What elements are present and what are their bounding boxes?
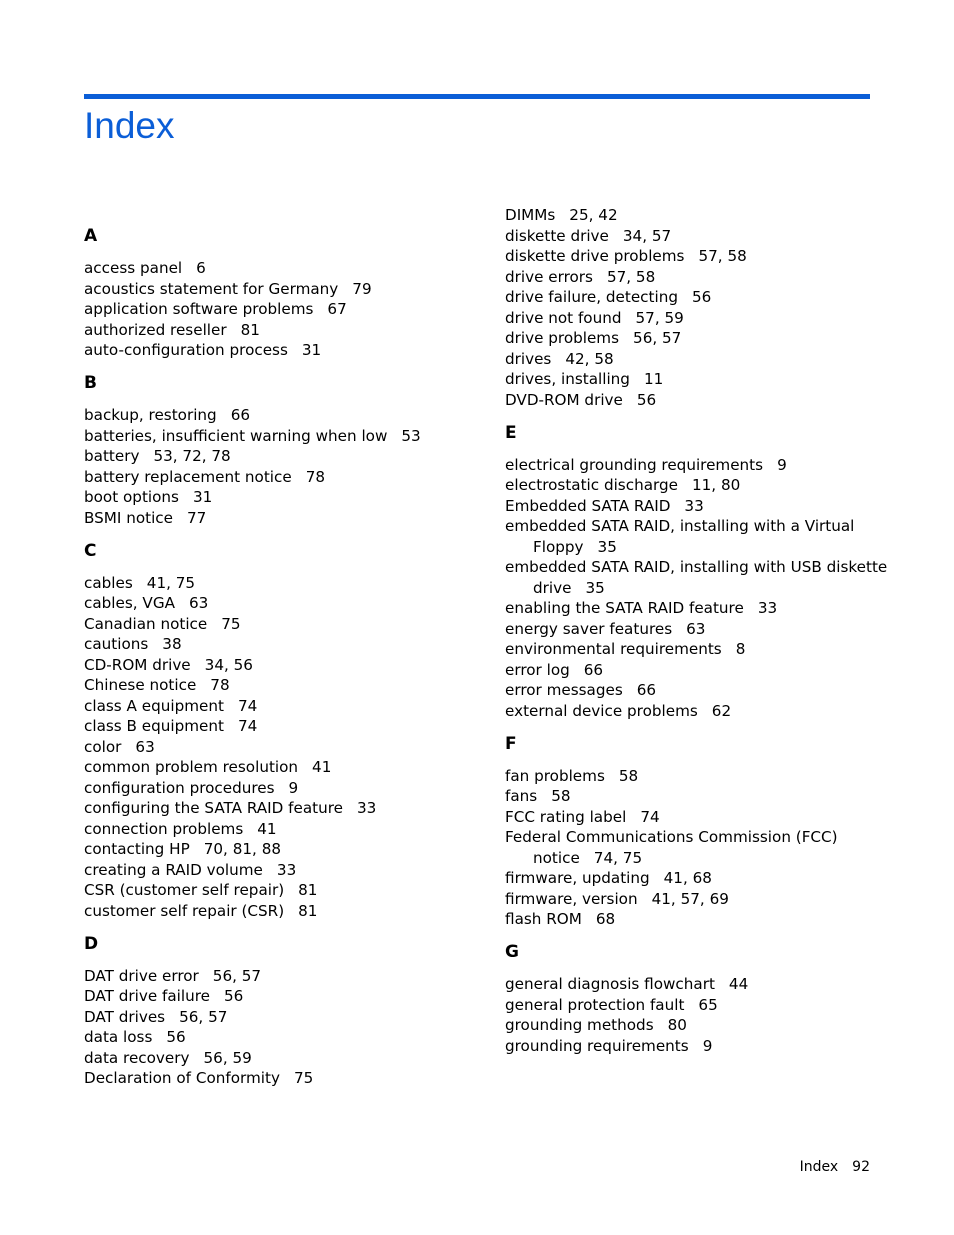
index-entry bbox=[84, 839, 494, 860]
section-letter: F bbox=[505, 733, 517, 754]
index-term: drive problems bbox=[505, 329, 620, 347]
index-entry bbox=[84, 634, 494, 655]
index-page-refs: 53, 72, 78 bbox=[153, 447, 231, 465]
index-term: connection problems bbox=[84, 819, 244, 838]
index-term: Canadian notice bbox=[84, 614, 208, 633]
index-page-refs: 33 bbox=[684, 496, 704, 515]
index-page-refs: 66 bbox=[230, 406, 251, 424]
index-page-refs: 53 bbox=[401, 426, 421, 445]
index-page-refs: 75 bbox=[221, 614, 241, 633]
index-term: drives bbox=[505, 349, 552, 368]
index-page-refs: 78 bbox=[210, 676, 230, 694]
index-entry bbox=[505, 328, 915, 349]
index-entry bbox=[505, 619, 915, 640]
index-page-refs: 42, 58 bbox=[565, 349, 614, 368]
index-term: CSR (customer self repair) bbox=[84, 881, 285, 899]
index-entry bbox=[505, 1015, 915, 1036]
index-entry bbox=[505, 267, 915, 288]
index-term: fans bbox=[505, 787, 538, 805]
index-page-refs: 78 bbox=[305, 467, 326, 486]
index-entry bbox=[505, 598, 915, 619]
index-page-refs: 74 bbox=[237, 696, 258, 715]
index-page-refs: 74 bbox=[640, 807, 660, 826]
index-entry bbox=[84, 986, 494, 1007]
index-page-refs: 67 bbox=[327, 300, 347, 318]
index-entry bbox=[84, 446, 494, 467]
index-entry bbox=[84, 716, 494, 737]
index-term: battery replacement notice bbox=[84, 467, 292, 486]
index-entry bbox=[84, 320, 494, 341]
index-page-refs: 9 bbox=[702, 1036, 713, 1055]
index-page-refs: 33 bbox=[276, 860, 297, 879]
index-entry bbox=[84, 614, 494, 635]
index-entry bbox=[505, 349, 915, 370]
index-page-refs: 8 bbox=[735, 640, 746, 658]
section-letter: B bbox=[84, 373, 97, 393]
index-section bbox=[505, 423, 915, 722]
title-rule bbox=[84, 94, 870, 99]
index-entry bbox=[84, 1068, 494, 1089]
index-entry bbox=[505, 496, 915, 517]
index-page-refs: 6 bbox=[196, 259, 206, 277]
index-term: contacting HP bbox=[84, 840, 190, 858]
index-entry bbox=[505, 205, 915, 226]
index-term: application software problems bbox=[84, 300, 314, 318]
index-entry bbox=[84, 426, 494, 447]
index-entry bbox=[505, 807, 915, 828]
index-page-refs: 74 bbox=[237, 717, 258, 735]
index-entry bbox=[505, 246, 915, 267]
index-entry bbox=[505, 390, 915, 411]
index-page-refs: 35 bbox=[597, 537, 617, 556]
section-letter: E bbox=[505, 422, 517, 443]
index-entry bbox=[84, 299, 494, 320]
index-page-refs: 68 bbox=[595, 910, 616, 928]
index-entry bbox=[84, 258, 494, 279]
index-term: Embedded SATA RAID bbox=[505, 496, 671, 515]
index-term: DAT drives bbox=[84, 1007, 166, 1026]
index-term-continuation bbox=[505, 537, 915, 558]
index-term: general protection fault bbox=[505, 995, 685, 1014]
index-term: color bbox=[84, 737, 122, 756]
index-page-refs: 25, 42 bbox=[569, 206, 618, 224]
index-term: drive failure, detecting bbox=[505, 288, 678, 306]
index-page-refs: 41, 57, 69 bbox=[651, 889, 729, 908]
index-entry bbox=[505, 680, 915, 701]
index-page-refs: 70, 81, 88 bbox=[203, 840, 282, 858]
index-section bbox=[505, 734, 915, 930]
index-term: DAT drive failure bbox=[84, 987, 210, 1005]
index-page-refs: 41 bbox=[312, 758, 332, 776]
index-term: electrostatic discharge bbox=[505, 476, 678, 494]
index-entry bbox=[505, 1036, 915, 1057]
index-page-refs: 56 bbox=[636, 390, 657, 409]
index-term: cautions bbox=[84, 635, 149, 653]
index-entry bbox=[505, 455, 915, 476]
index-page-refs: 56, 57 bbox=[179, 1007, 228, 1026]
index-term: grounding requirements bbox=[505, 1036, 689, 1055]
index-entry bbox=[505, 639, 915, 660]
index-column-left bbox=[84, 226, 494, 1089]
index-page-refs: 41, 75 bbox=[146, 573, 196, 592]
index-entry bbox=[505, 868, 915, 889]
index-page-refs: 35 bbox=[585, 578, 605, 597]
index-term: batteries, insufficient warning when low bbox=[84, 426, 388, 445]
index-term: configuring the SATA RAID feature bbox=[84, 799, 344, 817]
index-entry bbox=[84, 757, 494, 778]
index-page-refs: 62 bbox=[711, 701, 732, 720]
index-entry bbox=[84, 798, 494, 819]
index-term: error log bbox=[505, 660, 570, 679]
index-term-continuation bbox=[505, 848, 915, 869]
index-entry bbox=[84, 405, 494, 426]
index-page-refs: 74, 75 bbox=[593, 848, 643, 867]
index-entry bbox=[84, 737, 494, 758]
index-page-refs: 41 bbox=[257, 819, 277, 838]
index-entry bbox=[505, 995, 915, 1016]
index-term: electrical grounding requirements bbox=[505, 455, 764, 474]
index-entry bbox=[84, 819, 494, 840]
index-page-refs: 75 bbox=[293, 1069, 314, 1087]
index-term: general diagnosis flowchart bbox=[505, 975, 715, 993]
index-term: Federal Communications Commission (FCC) bbox=[505, 828, 838, 846]
index-page-refs: 56 bbox=[223, 987, 244, 1005]
index-term: enabling the SATA RAID feature bbox=[505, 599, 744, 617]
index-entry bbox=[84, 655, 494, 676]
index-term: class B equipment bbox=[84, 717, 224, 735]
index-page-refs: 34, 57 bbox=[622, 226, 672, 245]
index-page-refs: 56, 57 bbox=[212, 966, 262, 985]
page-title: Index bbox=[84, 105, 175, 146]
index-page-refs: 63 bbox=[686, 619, 706, 638]
index-entry bbox=[84, 467, 494, 488]
index-entry bbox=[84, 696, 494, 717]
index-page-refs: 79 bbox=[352, 279, 372, 298]
index-entry bbox=[505, 766, 915, 787]
index-page-refs: 31 bbox=[301, 341, 322, 359]
index-page-refs: 56, 57 bbox=[633, 329, 682, 347]
index-term-continued: Floppy bbox=[533, 537, 584, 556]
index-entry bbox=[84, 573, 494, 594]
index-term: error messages bbox=[505, 681, 623, 699]
index-page-refs: 9 bbox=[288, 778, 299, 797]
index-section bbox=[505, 942, 915, 1056]
index-entry bbox=[505, 909, 915, 930]
index-page-refs: 81 bbox=[298, 901, 318, 920]
index-column-right bbox=[505, 205, 915, 1056]
page-footer bbox=[800, 1157, 870, 1177]
index-page-refs: 58 bbox=[551, 787, 571, 805]
index-term-continued: notice bbox=[533, 848, 580, 867]
index-page-refs: 57, 58 bbox=[698, 247, 747, 265]
index-page-refs: 66 bbox=[636, 681, 657, 699]
index-term: DIMMs bbox=[505, 206, 556, 224]
index-page-refs: 38 bbox=[162, 635, 182, 653]
index-term: common problem resolution bbox=[84, 758, 299, 776]
section-letter: A bbox=[84, 226, 98, 246]
index-entry bbox=[505, 827, 915, 868]
index-term: firmware, version bbox=[505, 889, 638, 908]
index-term-continued: drive bbox=[533, 578, 572, 597]
index-term: access panel bbox=[84, 259, 183, 277]
index-section bbox=[84, 226, 494, 361]
index-page-refs: 56 bbox=[691, 288, 712, 306]
index-term-continuation bbox=[505, 578, 915, 599]
index-page-refs: 57, 59 bbox=[635, 308, 684, 327]
index-entry bbox=[84, 1048, 494, 1069]
index-section bbox=[84, 934, 494, 1089]
index-entry bbox=[84, 508, 494, 529]
index-term: configuration procedures bbox=[84, 778, 275, 797]
index-entry bbox=[505, 475, 915, 496]
footer-label: Index bbox=[799, 1159, 839, 1175]
index-term: cables, VGA bbox=[84, 594, 175, 612]
index-term: grounding methods bbox=[505, 1016, 654, 1034]
index-page-refs: 57, 58 bbox=[606, 267, 656, 286]
index-page-refs: 11, 80 bbox=[691, 476, 741, 494]
index-entry bbox=[84, 675, 494, 696]
index-term: diskette drive problems bbox=[505, 247, 685, 265]
index-entry bbox=[505, 557, 915, 598]
section-letter: D bbox=[84, 933, 99, 954]
index-term: embedded SATA RAID, installing with a Virtual bbox=[505, 517, 855, 535]
index-term: DVD-ROM drive bbox=[505, 390, 623, 409]
index-page-refs: 63 bbox=[188, 594, 209, 612]
section-letter: G bbox=[505, 942, 519, 962]
section-letter: C bbox=[84, 540, 97, 561]
index-entry bbox=[505, 308, 915, 329]
index-page-refs: 41, 68 bbox=[663, 869, 712, 887]
index-term: class A equipment bbox=[84, 696, 224, 715]
index-term: data loss bbox=[84, 1028, 153, 1046]
index-term: CD-ROM drive bbox=[84, 655, 191, 674]
index-term: authorized reseller bbox=[84, 320, 227, 339]
index-entry bbox=[84, 1007, 494, 1028]
index-page-refs: 81 bbox=[298, 881, 318, 899]
index-page-refs: 9 bbox=[777, 455, 787, 474]
index-section bbox=[84, 373, 494, 528]
index-entry bbox=[84, 279, 494, 300]
index-term: customer self repair (CSR) bbox=[84, 901, 285, 920]
index-page-refs: 65 bbox=[698, 995, 718, 1014]
index-term: cables bbox=[84, 573, 133, 592]
index-term: DAT drive error bbox=[84, 966, 199, 985]
index-entry bbox=[84, 778, 494, 799]
index-page-refs: 31 bbox=[192, 488, 213, 506]
index-page-refs: 56, 59 bbox=[203, 1048, 252, 1067]
index-page-refs: 33 bbox=[757, 599, 778, 617]
index-page-refs: 33 bbox=[357, 799, 377, 817]
index-term: drive not found bbox=[505, 308, 622, 327]
footer-page-number: 92 bbox=[852, 1159, 870, 1175]
index-entry bbox=[505, 660, 915, 681]
index-term: acoustics statement for Germany bbox=[84, 279, 339, 298]
index-entry bbox=[84, 901, 494, 922]
index-term: FCC rating label bbox=[505, 807, 627, 826]
index-page-refs: 34, 56 bbox=[204, 655, 253, 674]
index-page-refs: 11 bbox=[643, 370, 664, 388]
index-entry bbox=[505, 287, 915, 308]
index-entry bbox=[84, 966, 494, 987]
index-term: BSMI notice bbox=[84, 508, 173, 527]
index-term: external device problems bbox=[505, 701, 698, 720]
index-entry bbox=[505, 701, 915, 722]
index-term: battery bbox=[84, 447, 140, 465]
index-term: energy saver features bbox=[505, 619, 673, 638]
index-page-refs: 63 bbox=[135, 737, 155, 756]
index-term: drives, installing bbox=[505, 370, 630, 388]
index-page-refs: 77 bbox=[187, 508, 207, 527]
index-entry bbox=[84, 593, 494, 614]
index-section bbox=[505, 205, 915, 410]
index-term: embedded SATA RAID, installing with USB diskette bbox=[505, 558, 888, 576]
index-page-refs: 58 bbox=[618, 766, 639, 785]
index-term: Declaration of Conformity bbox=[84, 1069, 280, 1087]
index-term: firmware, updating bbox=[505, 869, 650, 887]
index-page-refs: 81 bbox=[240, 320, 260, 339]
index-page-refs: 44 bbox=[728, 975, 749, 993]
index-page-refs: 56 bbox=[166, 1028, 186, 1046]
index-entry bbox=[84, 880, 494, 901]
index-entry bbox=[84, 340, 494, 361]
index-entry bbox=[84, 487, 494, 508]
index-entry bbox=[84, 1027, 494, 1048]
index-page-refs: 66 bbox=[583, 660, 604, 679]
index-term: fan problems bbox=[505, 766, 605, 785]
index-entry bbox=[505, 516, 915, 557]
index-entry bbox=[505, 226, 915, 247]
index-entry bbox=[84, 860, 494, 881]
index-term: auto-configuration process bbox=[84, 341, 288, 359]
index-term: flash ROM bbox=[505, 910, 582, 928]
index-term: backup, restoring bbox=[84, 406, 217, 424]
index-entry bbox=[505, 889, 915, 910]
index-entry bbox=[505, 974, 915, 995]
index-term: drive errors bbox=[505, 267, 593, 286]
index-term: creating a RAID volume bbox=[84, 860, 263, 879]
index-section bbox=[84, 541, 494, 922]
index-term: diskette drive bbox=[505, 226, 609, 245]
index-entry bbox=[505, 786, 915, 807]
index-page-refs: 80 bbox=[667, 1016, 687, 1034]
index-entry bbox=[505, 369, 915, 390]
index-term: environmental requirements bbox=[505, 640, 722, 658]
index-term: data recovery bbox=[84, 1048, 190, 1067]
index-term: boot options bbox=[84, 488, 179, 506]
index-term: Chinese notice bbox=[84, 676, 197, 694]
